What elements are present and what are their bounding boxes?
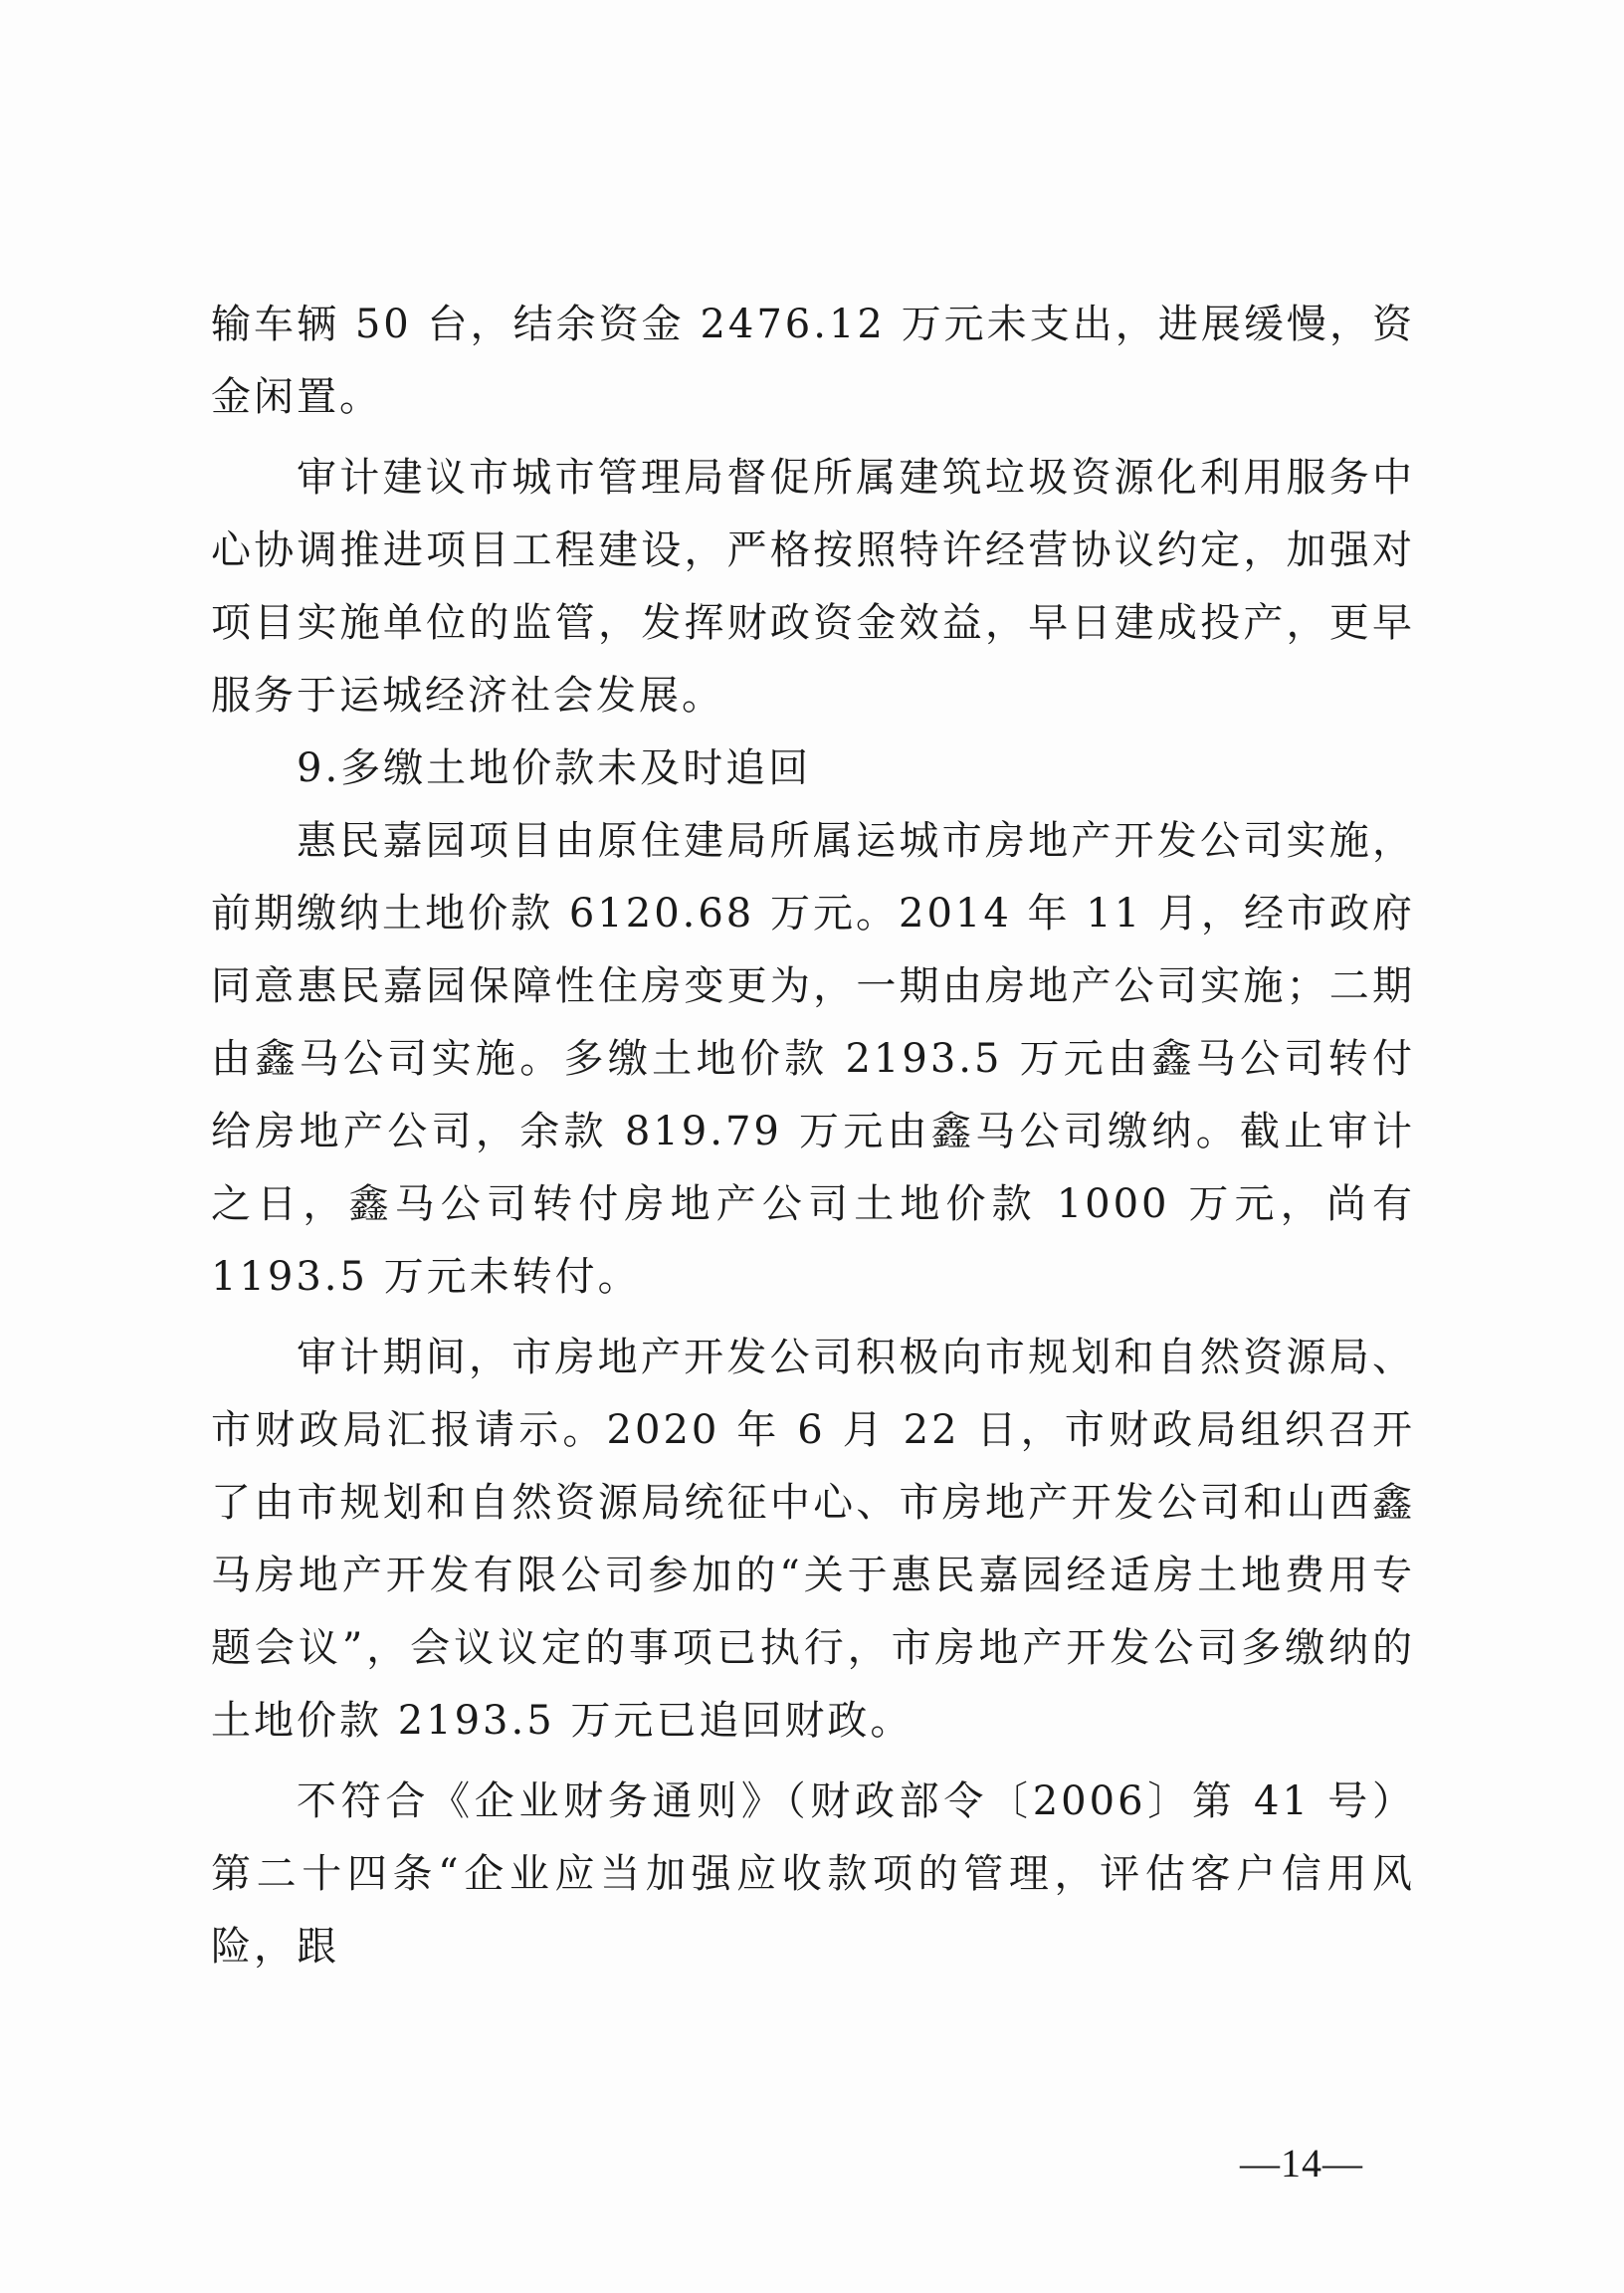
document-body — [211, 289, 1415, 1983]
paragraph-regulation: 不符合《企业财务通则》（财政部令〔2006〕第 41 号）第二十四条“企业应当加强应收款项的管理，评估客户信用风险，跟 — [211, 1778, 1415, 1970]
paragraph-huimin-project: 惠民嘉园项目由原住建局所属运城市房地产开发公司实施，前期缴纳土地价款 6120.68 万元。2014 年 11 月，经市政府同意惠民嘉园保障性住房变更为，一期由房地产公司实施；二期由鑫马公司实施。多缴土地价款 2193.5 万元由鑫马公司转付给房地产公司，余款 819.79 万元由鑫马公司缴纳。截止审计之日，鑫马公司转付房地产公司土地价款 1000 万元，尚有 1193.5 万元未转付。 — [211, 818, 1415, 1300]
paragraph-audit-period: 审计期间，市房地产开发公司积极向市规划和自然资源局、市财政局汇报请示。2020 年 6 月 22 日，市财政局组织召开了由市规划和自然资源局统征中心、市房地产开发公司和山西鑫马房地产开发有限公司参加的“关于惠民嘉园经适房土地费用专题会议”，会议议定的事项已执行，市房地产开发公司多缴纳的土地价款 2193.5 万元已追回财政。 — [211, 1335, 1415, 1744]
paragraph-continuation: 输车辆 50 台，结余资金 2476.12 万元未支出，进展缓慢，资金闲置。 — [211, 302, 1415, 420]
section-heading-9: 9.多缴土地价款未及时追回 — [297, 745, 812, 791]
paragraph-audit-suggestion: 审计建议市城市管理局督促所属建筑垃圾资源化利用服务中心协调推进项目工程建设，严格按照特许经营协议约定，加强对项目实施单位的监管，发挥财政资金效益，早日建成投产，更早服务于运城经济社会发展。 — [211, 455, 1415, 719]
page-number: —14— — [1240, 2141, 1363, 2186]
